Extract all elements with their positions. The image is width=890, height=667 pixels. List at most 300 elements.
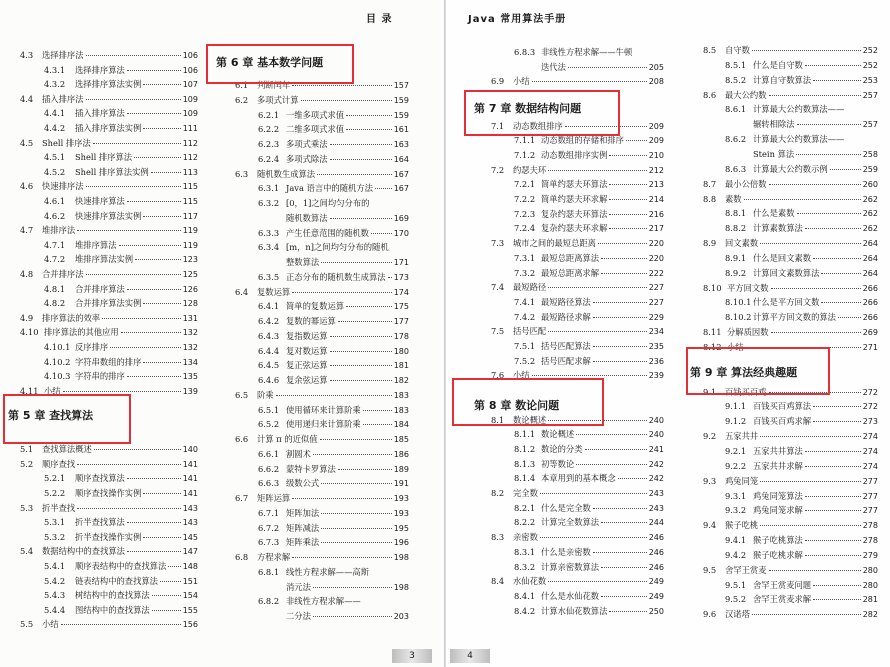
toc-entry[interactable] <box>44 195 198 208</box>
toc-leader-dots <box>330 365 392 366</box>
toc-entry[interactable] <box>20 443 198 456</box>
toc-page-number: 280 <box>862 566 878 575</box>
toc-leader-dots <box>576 434 647 435</box>
toc-section-number: 8.8.1 <box>725 208 747 218</box>
toc-entry[interactable] <box>703 326 878 339</box>
toc-page-number: 173 <box>393 273 409 282</box>
toc-page-number: 244 <box>648 518 664 527</box>
toc-page-number: 262 <box>862 195 878 204</box>
toc-section-title: 小结 <box>727 342 744 352</box>
toc-entry[interactable] <box>753 118 878 131</box>
toc-section-number: 8.2.1 <box>514 503 536 513</box>
toc-section-title: 最短路径 <box>513 282 547 292</box>
toc-section-number: 7.2.1 <box>514 179 536 189</box>
toc-section-number: 5.3.2 <box>44 532 66 542</box>
chapter-9-highlight-box <box>686 347 830 395</box>
toc-entry[interactable] <box>703 282 878 295</box>
toc-page-number: 257 <box>862 120 878 129</box>
toc-section-number: 6.8.1 <box>258 567 280 577</box>
toc-entry[interactable] <box>44 122 198 135</box>
toc-leader-dots <box>601 596 647 597</box>
toc-leader-dots <box>760 481 861 482</box>
toc-entry[interactable] <box>514 443 664 456</box>
toc-entry[interactable] <box>491 164 664 177</box>
toc-entry[interactable] <box>258 271 409 284</box>
toc-page-number: 147 <box>182 547 198 556</box>
toc-section-number: 9.4.2 <box>725 550 747 560</box>
toc-entry[interactable] <box>514 561 664 574</box>
toc-entry[interactable] <box>44 516 198 529</box>
toc-leader-dots <box>805 510 861 511</box>
toc-section-number: 7.2 <box>491 165 505 175</box>
toc-entry[interactable] <box>725 460 878 473</box>
toc-section-title: 数论概述 <box>513 415 547 425</box>
toc-section-number: 6.3 <box>235 169 249 179</box>
toc-page-number: 196 <box>393 538 409 547</box>
toc-entry[interactable] <box>258 448 409 461</box>
toc-entry[interactable] <box>20 137 198 150</box>
toc-section-title: 什么是完全数 <box>541 503 591 513</box>
toc-entry[interactable] <box>514 590 664 603</box>
toc-entry[interactable] <box>514 46 664 59</box>
toc-section-number: 8.1.1 <box>514 429 536 439</box>
toc-leader-dots <box>585 449 647 450</box>
toc-entry[interactable] <box>258 182 409 195</box>
toc-page-number: 174 <box>393 288 409 297</box>
toc-section-title: 非线性方程求解——牛顿 <box>541 47 633 57</box>
toc-entry[interactable] <box>491 237 664 250</box>
toc-entry[interactable] <box>20 49 198 62</box>
toc-section-title: 随机数生成算法 <box>257 169 316 179</box>
toc-leader-dots <box>143 303 180 304</box>
toc-entry[interactable] <box>703 608 878 621</box>
toc-entry[interactable] <box>258 138 409 151</box>
toc-leader-dots <box>797 124 861 125</box>
toc-section-title: Stein 算法 <box>753 149 795 159</box>
toc-entry[interactable] <box>258 522 409 535</box>
toc-entry[interactable] <box>235 389 409 402</box>
toc-entry[interactable] <box>514 458 664 471</box>
toc-section-title: 鸡兔同笼求解 <box>753 505 803 515</box>
toc-entry[interactable] <box>258 507 409 520</box>
toc-entry[interactable] <box>44 239 198 252</box>
toc-section-number: 6.7.2 <box>258 523 280 533</box>
toc-entry[interactable] <box>725 311 878 324</box>
toc-leader-dots <box>576 464 647 465</box>
toc-page-number: 264 <box>862 269 878 278</box>
toc-entry[interactable] <box>725 59 878 72</box>
toc-section-number: 4.7.1 <box>44 240 66 250</box>
toc-entry[interactable] <box>725 267 878 280</box>
toc-entry[interactable] <box>514 502 664 515</box>
toc-page-number: 119 <box>182 226 198 235</box>
toc-section-number: 9.4.1 <box>725 535 747 545</box>
toc-section-title: 什么是平方回文数 <box>753 297 820 307</box>
toc-leader-dots <box>292 498 392 499</box>
toc-entry[interactable] <box>514 222 664 235</box>
toc-section-number: 7.3 <box>491 238 505 248</box>
toc-entry[interactable] <box>20 312 198 325</box>
toc-section-title: 堆排序算法 <box>75 240 117 250</box>
toc-entry[interactable] <box>258 109 409 122</box>
toc-page-number: 141 <box>182 474 198 483</box>
toc-entry[interactable] <box>753 148 878 161</box>
toc-leader-dots <box>540 537 647 538</box>
toc-entry[interactable] <box>541 61 664 74</box>
toc-page-number: 243 <box>648 489 664 498</box>
toc-section-title: 使用递归来计算阶乘 <box>286 419 361 429</box>
toc-section-title: 约瑟夫环 <box>513 165 547 175</box>
toc-leader-dots <box>152 595 181 596</box>
toc-entry[interactable] <box>20 268 198 281</box>
toc-section-title: 线性方程求解——高斯 <box>286 567 369 577</box>
toc-entry[interactable] <box>286 610 409 623</box>
toc-section-title: 多项式除法 <box>286 154 328 164</box>
toc-leader-dots <box>532 81 647 82</box>
toc-section-number: 7.5.2 <box>514 356 536 366</box>
toc-section-number: 9.5.2 <box>725 594 747 604</box>
toc-section-title: 分解质因数 <box>727 327 769 337</box>
toc-entry[interactable] <box>258 345 409 358</box>
toc-section-number: 4.5 <box>20 138 34 148</box>
toc-page-number: 240 <box>648 416 664 425</box>
toc-entry[interactable] <box>491 575 664 588</box>
toc-entry[interactable] <box>725 222 878 235</box>
toc-page-number: 227 <box>648 298 664 307</box>
toc-entry[interactable] <box>725 445 878 458</box>
toc-entry[interactable] <box>514 605 664 618</box>
toc-entry[interactable] <box>20 458 198 471</box>
toc-entry[interactable] <box>258 300 409 313</box>
toc-section-number: 9.1.1 <box>725 401 747 411</box>
toc-leader-dots <box>330 380 392 381</box>
toc-leader-dots <box>771 288 861 289</box>
toc-leader-dots <box>609 611 646 612</box>
toc-section-number: 8.10.2 <box>725 312 752 322</box>
toc-entry[interactable] <box>44 356 198 369</box>
toc-leader-dots <box>813 599 861 600</box>
toc-section-title: 产生任意范围的随机数 <box>286 228 369 238</box>
toc-page-number: 148 <box>182 562 198 571</box>
toc-entry[interactable] <box>514 516 664 529</box>
toc-leader-dots <box>127 376 181 377</box>
toc-section-number: 5.2.1 <box>44 473 66 483</box>
toc-entry[interactable] <box>491 75 664 88</box>
toc-entry[interactable] <box>258 359 409 372</box>
toc-entry[interactable] <box>44 487 198 500</box>
toc-entry[interactable] <box>20 618 198 631</box>
toc-page-number: 246 <box>648 563 664 572</box>
toc-leader-dots <box>321 483 392 484</box>
toc-leader-dots <box>127 201 181 202</box>
toc-section-title: 猴子吃桃求解 <box>753 550 803 560</box>
toc-entry[interactable] <box>235 94 409 107</box>
toc-entry[interactable] <box>725 296 878 309</box>
toc-section-title: 城市之间的最短总距离 <box>513 238 596 248</box>
toc-entry[interactable] <box>491 325 664 338</box>
toc-leader-dots <box>601 273 647 274</box>
toc-page-number: 277 <box>862 492 878 501</box>
toc-section-title: 计算完全数算法 <box>541 517 600 527</box>
toc-entry[interactable] <box>44 472 198 485</box>
toc-entry[interactable] <box>258 463 409 476</box>
left-page-number: 3 <box>392 649 432 663</box>
toc-page-number: 123 <box>182 255 198 264</box>
toc-page-number: 132 <box>182 343 198 352</box>
toc-section-number: 9.5 <box>703 565 717 575</box>
toc-entry[interactable] <box>44 151 198 164</box>
toc-entry[interactable] <box>44 166 198 179</box>
toc-page-number: 143 <box>182 504 198 513</box>
toc-leader-dots <box>77 464 181 465</box>
toc-entry[interactable] <box>258 566 409 579</box>
toc-entry[interactable] <box>258 477 409 490</box>
toc-leader-dots <box>813 80 861 81</box>
toc-entry[interactable] <box>44 341 198 354</box>
toc-section-title: 整数算法 <box>286 257 320 267</box>
toc-page-number: 260 <box>862 180 878 189</box>
toc-entry[interactable] <box>20 326 198 339</box>
toc-entry[interactable] <box>258 241 409 254</box>
toc-leader-dots <box>276 395 392 396</box>
toc-entry[interactable] <box>725 163 878 176</box>
toc-section-title: 简单约瑟夫环算法 <box>541 179 608 189</box>
toc-entry[interactable] <box>235 492 409 505</box>
toc-entry[interactable] <box>44 64 198 77</box>
toc-section-title: 舍罕王赏麦问题 <box>753 580 812 590</box>
toc-entry[interactable] <box>725 490 878 503</box>
toc-section-title: 选择排序算法实例 <box>75 79 142 89</box>
toc-page-number: 203 <box>393 612 409 621</box>
toc-section-title: 计算水仙花数算法 <box>541 606 608 616</box>
toc-entry[interactable] <box>725 415 878 428</box>
toc-entry[interactable] <box>258 123 409 136</box>
toc-entry[interactable] <box>514 472 664 485</box>
toc-entry[interactable] <box>703 519 878 532</box>
toc-section-title: 本章用到的基本概念 <box>541 473 616 483</box>
toc-entry[interactable] <box>491 487 664 500</box>
toc-section-number: 4.3.2 <box>44 79 66 89</box>
toc-section-number: 6.2.3 <box>258 139 280 149</box>
toc-entry[interactable] <box>514 149 664 162</box>
toc-entry[interactable] <box>20 545 198 558</box>
toc-entry[interactable] <box>703 44 878 57</box>
toc-entry[interactable] <box>44 210 198 223</box>
toc-page-number: 229 <box>648 313 664 322</box>
toc-page-number: 272 <box>862 402 878 411</box>
toc-entry[interactable] <box>258 418 409 431</box>
toc-entry[interactable] <box>44 560 198 573</box>
toc-entry[interactable] <box>286 212 409 225</box>
toc-section-number: 7.3.1 <box>514 253 536 263</box>
toc-entry[interactable] <box>258 153 409 166</box>
left-running-header: 目 录 <box>366 14 393 25</box>
toc-leader-dots <box>135 259 181 260</box>
toc-entry[interactable] <box>514 340 664 353</box>
toc-entry[interactable] <box>44 253 198 266</box>
toc-entry[interactable] <box>258 330 409 343</box>
toc-section-number: 8.12 <box>703 342 722 352</box>
toc-section-number: 6.9 <box>491 76 505 86</box>
toc-page-number: 167 <box>393 170 409 179</box>
toc-page-number: 193 <box>393 494 409 503</box>
toc-leader-dots <box>805 540 861 541</box>
toc-entry[interactable] <box>514 267 664 280</box>
toc-page-number: 159 <box>393 96 409 105</box>
toc-entry[interactable] <box>20 93 198 106</box>
toc-entry[interactable] <box>258 536 409 549</box>
toc-entry[interactable] <box>514 355 664 368</box>
toc-section-number: 8.4.1 <box>514 591 536 601</box>
toc-leader-dots <box>805 451 861 452</box>
toc-section-title: 排序算法的其他应用 <box>44 327 119 337</box>
toc-entry[interactable] <box>725 133 878 146</box>
toc-entry[interactable] <box>725 579 878 592</box>
toc-section-title: 复杂约瑟夫环求解 <box>541 223 608 233</box>
toc-entry[interactable] <box>235 168 409 181</box>
toc-entry[interactable] <box>258 595 409 608</box>
toc-page-number: 128 <box>182 299 198 308</box>
toc-entry[interactable] <box>514 296 664 309</box>
toc-page-number: 266 <box>862 298 878 307</box>
toc-entry[interactable] <box>44 283 198 296</box>
toc-entry[interactable] <box>44 589 198 602</box>
toc-entry[interactable] <box>725 400 878 413</box>
toc-entry[interactable] <box>258 315 409 328</box>
toc-entry[interactable] <box>703 430 878 443</box>
toc-section-number: 5.1 <box>20 444 34 454</box>
toc-entry[interactable] <box>44 604 198 617</box>
toc-page-number: 205 <box>648 63 664 72</box>
toc-section-title: 合并排序法 <box>42 269 84 279</box>
toc-leader-dots <box>363 410 392 411</box>
toc-entry[interactable] <box>514 178 664 191</box>
toc-section-number: 4.5.1 <box>44 152 66 162</box>
toc-section-title: 计算最大公约数算法—— <box>753 104 845 114</box>
toc-entry[interactable] <box>286 256 409 269</box>
toc-leader-dots <box>593 346 647 347</box>
toc-section-number: 4.11 <box>20 386 39 396</box>
toc-entry[interactable] <box>20 224 198 237</box>
toc-entry[interactable] <box>44 78 198 91</box>
toc-entry[interactable] <box>235 433 409 446</box>
toc-section-title: 合并排序算法 <box>75 284 125 294</box>
toc-page-number: 271 <box>862 343 878 352</box>
toc-page-number: 274 <box>862 432 878 441</box>
toc-section-number: 9.1.2 <box>725 416 747 426</box>
toc-entry[interactable] <box>258 404 409 417</box>
toc-leader-dots <box>609 184 646 185</box>
toc-section-title: 割圆术 <box>286 449 311 459</box>
toc-section-number: 6.6.1 <box>258 449 280 459</box>
toc-leader-dots <box>548 581 647 582</box>
toc-entry[interactable] <box>703 178 878 191</box>
toc-section-title: 树结构中的查找算法 <box>75 590 150 600</box>
toc-entry[interactable] <box>514 311 664 324</box>
toc-entry[interactable] <box>491 531 664 544</box>
toc-leader-dots <box>540 493 647 494</box>
toc-entry[interactable] <box>258 227 409 240</box>
toc-entry[interactable] <box>258 197 409 210</box>
toc-entry[interactable] <box>725 549 878 562</box>
toc-page-number: 117 <box>182 212 198 221</box>
toc-page-number: 119 <box>182 241 198 250</box>
toc-entry[interactable] <box>514 252 664 265</box>
toc-section-number: 6.5.1 <box>258 405 280 415</box>
toc-page-number: 106 <box>182 66 198 75</box>
toc-entry[interactable] <box>703 475 878 488</box>
toc-section-title: 什么是亲密数 <box>541 547 591 557</box>
toc-page-number: 246 <box>648 533 664 542</box>
toc-section-title: 二维多项式求值 <box>286 124 345 134</box>
toc-page-number: 278 <box>862 521 878 530</box>
toc-section-number: 6.2.2 <box>258 124 280 134</box>
toc-entry[interactable] <box>703 237 878 250</box>
toc-section-title: 方程求解 <box>257 552 291 562</box>
toc-leader-dots <box>127 478 181 479</box>
toc-entry[interactable] <box>44 297 198 310</box>
toc-section-title: 计算 π 的近似值 <box>257 434 318 444</box>
toc-entry[interactable] <box>725 252 878 265</box>
toc-section-number: 8.5 <box>703 45 717 55</box>
toc-entry[interactable] <box>703 89 878 102</box>
toc-entry[interactable] <box>725 504 878 517</box>
toc-entry[interactable] <box>491 281 664 294</box>
toc-entry[interactable] <box>235 551 409 564</box>
toc-entry[interactable] <box>20 502 198 515</box>
toc-leader-dots <box>86 274 181 275</box>
toc-page-number: 216 <box>648 210 664 219</box>
toc-section-number: 5.2.2 <box>44 488 66 498</box>
toc-entry[interactable] <box>235 286 409 299</box>
toc-entry[interactable] <box>44 531 198 544</box>
toc-section-number: 9.4 <box>703 520 717 530</box>
toc-section-number: 4.4.1 <box>44 108 66 118</box>
toc-entry[interactable] <box>258 374 409 387</box>
toc-entry[interactable] <box>44 107 198 120</box>
toc-page-number: 191 <box>393 479 409 488</box>
toc-page-number: 274 <box>862 462 878 471</box>
toc-page-number: 186 <box>393 450 409 459</box>
right-page <box>446 0 890 667</box>
toc-entry[interactable] <box>44 575 198 588</box>
toc-section-number: 8.4.2 <box>514 606 536 616</box>
toc-entry[interactable] <box>514 428 664 441</box>
toc-entry[interactable] <box>286 581 409 594</box>
toc-entry[interactable] <box>703 193 878 206</box>
toc-entry[interactable] <box>725 103 878 116</box>
toc-page-number: 239 <box>648 371 664 380</box>
toc-page-number: 246 <box>648 548 664 557</box>
toc-entry[interactable] <box>725 74 878 87</box>
toc-entry[interactable] <box>725 207 878 220</box>
toc-section-number: 6.6.3 <box>258 478 280 488</box>
toc-entry[interactable] <box>20 180 198 193</box>
toc-entry[interactable] <box>725 593 878 606</box>
toc-entry[interactable] <box>725 534 878 547</box>
right-page-number: 4 <box>450 649 490 663</box>
toc-leader-dots <box>338 321 392 322</box>
toc-entry[interactable] <box>514 193 664 206</box>
toc-entry[interactable] <box>514 546 664 559</box>
toc-section-number: 8.6 <box>703 90 717 100</box>
toc-section-number: 9.6 <box>703 609 717 619</box>
toc-section-number: 5.4.3 <box>44 590 66 600</box>
toc-entry[interactable] <box>703 564 878 577</box>
toc-page-number: 145 <box>182 533 198 542</box>
toc-entry[interactable] <box>514 208 664 221</box>
toc-entry[interactable] <box>44 370 198 383</box>
